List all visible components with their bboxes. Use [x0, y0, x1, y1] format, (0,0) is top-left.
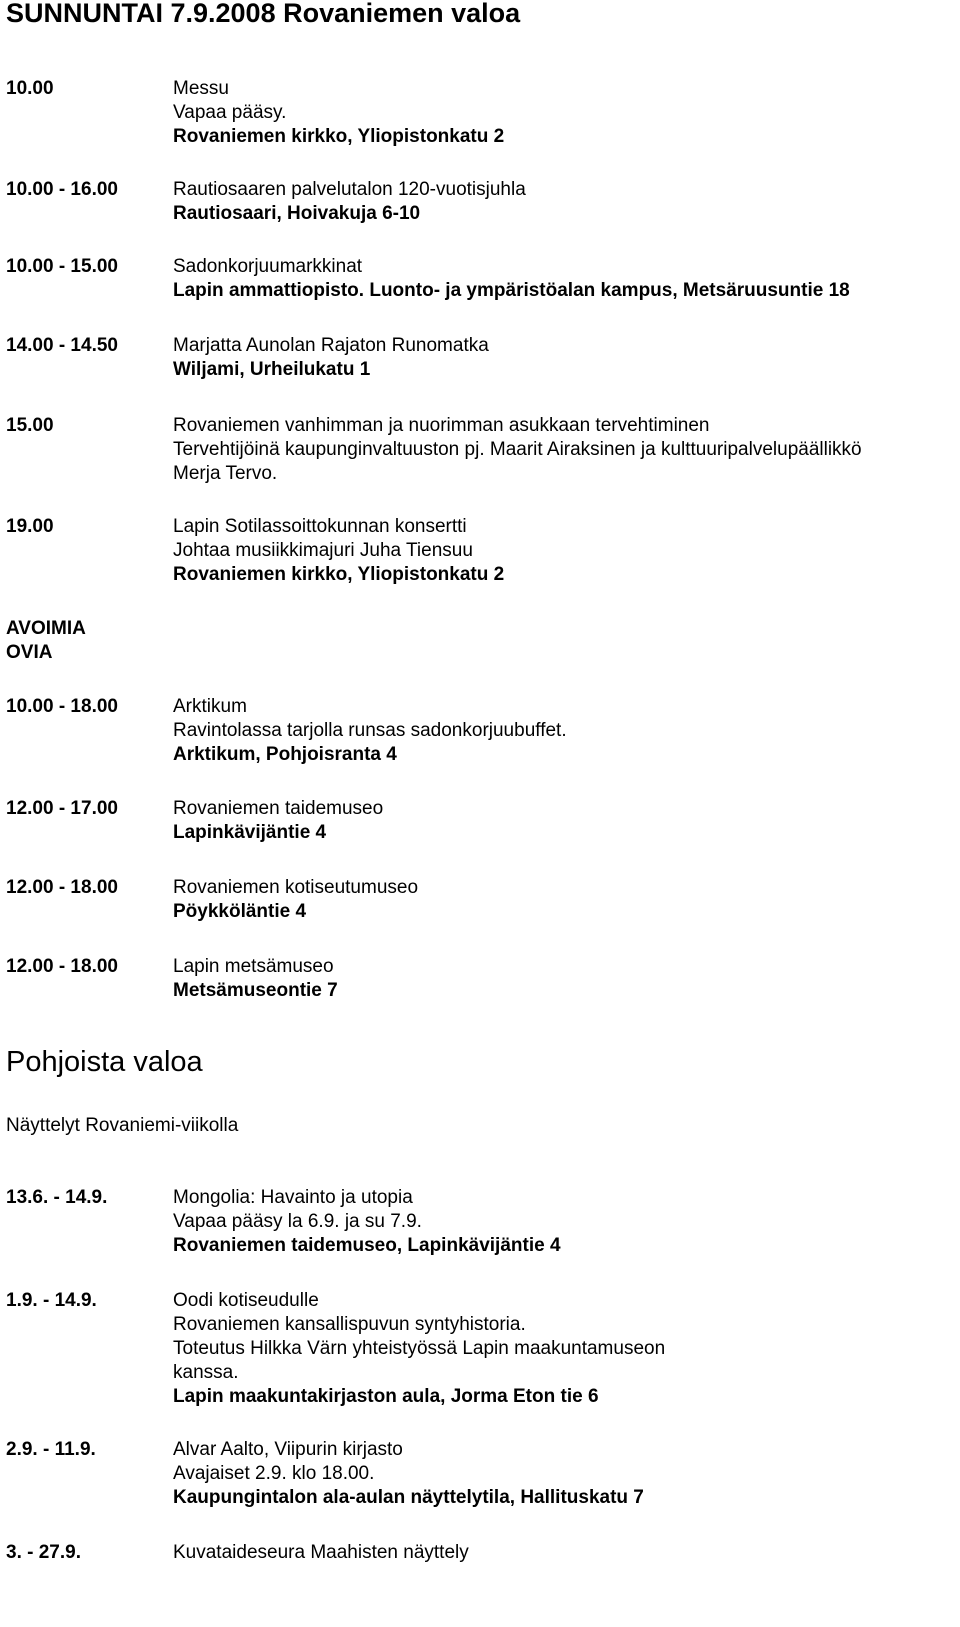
- event-time: 10.00: [6, 78, 54, 99]
- exhibition-detail-line: Alvar Aalto, Viipurin kirjasto: [173, 1439, 403, 1460]
- open-venue-location: Pöykköläntie 4: [173, 901, 307, 922]
- open-doors-label: [6, 617, 86, 665]
- exhibition-time: 1.9. - 14.9.: [6, 1290, 97, 1311]
- event-time: 10.00 - 16.00: [6, 179, 118, 200]
- exhibition-description: [173, 1541, 953, 1565]
- exhibition-detail-line: Rovaniemen kansallispuvun syntyhistoria.: [173, 1314, 526, 1335]
- event-location: Wiljami, Urheilukatu 1: [173, 359, 371, 380]
- open-venue-description: [173, 955, 953, 1003]
- exhibition-location: Lapin maakuntakirjaston aula, Jorma Eton tie 6: [173, 1386, 599, 1407]
- open-venue-location: Arktikum, Pohjoisranta 4: [173, 744, 397, 765]
- exhibition-detail-line: Mongolia: Havainto ja utopia: [173, 1187, 413, 1208]
- exhibition-location: Rovaniemen taidemuseo, Lapinkävijäntie 4: [173, 1235, 561, 1256]
- open-venue-time: 12.00 - 17.00: [6, 798, 118, 819]
- event-detail-line: Tervehtijöinä kaupunginvaltuuston pj. Maarit Airaksinen ja kulttuuripalvelupäällikkö: [173, 439, 862, 460]
- event-time: 14.00 - 14.50: [6, 335, 118, 356]
- open-venue-description: [173, 876, 953, 924]
- document-title: SUNNUNTAI 7.9.2008 Rovaniemen valoa: [6, 0, 521, 28]
- exhibition-detail-line: Kuvataideseura Maahisten näyttely: [173, 1542, 469, 1563]
- exhibition-detail-line: Oodi kotiseudulle: [173, 1290, 319, 1311]
- exhibition-detail-line: Toteutus Hilkka Värn yhteistyössä Lapin maakuntamuseon: [173, 1338, 666, 1359]
- event-time: 15.00: [6, 415, 54, 436]
- open-venue-description: [173, 695, 953, 767]
- exhibition-detail-line: Avajaiset 2.9. klo 18.00.: [173, 1463, 375, 1484]
- open-venue-time: 12.00 - 18.00: [6, 877, 118, 898]
- event-location: Lapin ammattiopisto. Luonto- ja ympäristöalan kampus, Metsäruusuntie 18: [173, 280, 850, 301]
- event-detail-line: Rovaniemen vanhimman ja nuorimman asukkaan tervehtiminen: [173, 415, 710, 436]
- open-venue-time: 12.00 - 18.00: [6, 956, 118, 977]
- event-description: [173, 77, 953, 149]
- exhibition-time: 3. - 27.9.: [6, 1542, 81, 1563]
- open-venue-detail-line: Rovaniemen kotiseutumuseo: [173, 877, 419, 898]
- open-doors-label-line1: AVOIMIA: [6, 618, 86, 639]
- event-location: Rautiosaari, Hoivakuja 6-10: [173, 203, 421, 224]
- event-time: 19.00: [6, 516, 54, 537]
- exhibition-description: [173, 1186, 953, 1258]
- event-description: [173, 515, 953, 587]
- event-detail-line: Vapaa pääsy.: [173, 102, 287, 123]
- event-time: 10.00 - 15.00: [6, 256, 118, 277]
- exhibition-time: 13.6. - 14.9.: [6, 1187, 108, 1208]
- exhibition-description: [173, 1438, 953, 1510]
- event-location: Rovaniemen kirkko, Yliopistonkatu 2: [173, 564, 505, 585]
- exhibition-description: [173, 1289, 953, 1409]
- event-description: [173, 178, 953, 226]
- open-venue-location: Metsämuseontie 7: [173, 980, 338, 1001]
- event-detail-line: Lapin Sotilassoittokunnan konsertti: [173, 516, 467, 537]
- event-detail-line: Sadonkorjuumarkkinat: [173, 256, 363, 277]
- exhibition-location: Kaupungintalon ala-aulan näyttelytila, Hallituskatu 7: [173, 1487, 644, 1508]
- event-detail-line: Merja Tervo.: [173, 463, 278, 484]
- event-detail-line: Johtaa musiikkimajuri Juha Tiensuu: [173, 540, 473, 561]
- event-detail-line: Marjatta Aunolan Rajaton Runomatka: [173, 335, 489, 356]
- exhibition-detail-line: Vapaa pääsy la 6.9. ja su 7.9.: [173, 1211, 422, 1232]
- exhibition-detail-line: kanssa.: [173, 1362, 239, 1383]
- exhibition-time: 2.9. - 11.9.: [6, 1439, 96, 1460]
- open-venue-time: 10.00 - 18.00: [6, 696, 118, 717]
- section-subtitle: Näyttelyt Rovaniemi-viikolla: [6, 1115, 239, 1136]
- open-venue-location: Lapinkävijäntie 4: [173, 822, 327, 843]
- event-detail-line: Rautiosaaren palvelutalon 120-vuotisjuhla: [173, 179, 526, 200]
- event-location: Rovaniemen kirkko, Yliopistonkatu 2: [173, 126, 505, 147]
- open-venue-detail-line: Arktikum: [173, 696, 247, 717]
- open-venue-description: [173, 797, 953, 845]
- event-detail-line: Messu: [173, 78, 229, 99]
- section-title: Pohjoista valoa: [6, 1046, 203, 1078]
- open-venue-detail-line: Lapin metsämuseo: [173, 956, 334, 977]
- event-description: [173, 414, 953, 486]
- open-venue-detail-line: Rovaniemen taidemuseo: [173, 798, 384, 819]
- event-description: [173, 334, 953, 382]
- open-venue-detail-line: Ravintolassa tarjolla runsas sadonkorjuubuffet.: [173, 720, 567, 741]
- open-doors-label-line2: OVIA: [6, 642, 53, 663]
- event-description: [173, 255, 953, 303]
